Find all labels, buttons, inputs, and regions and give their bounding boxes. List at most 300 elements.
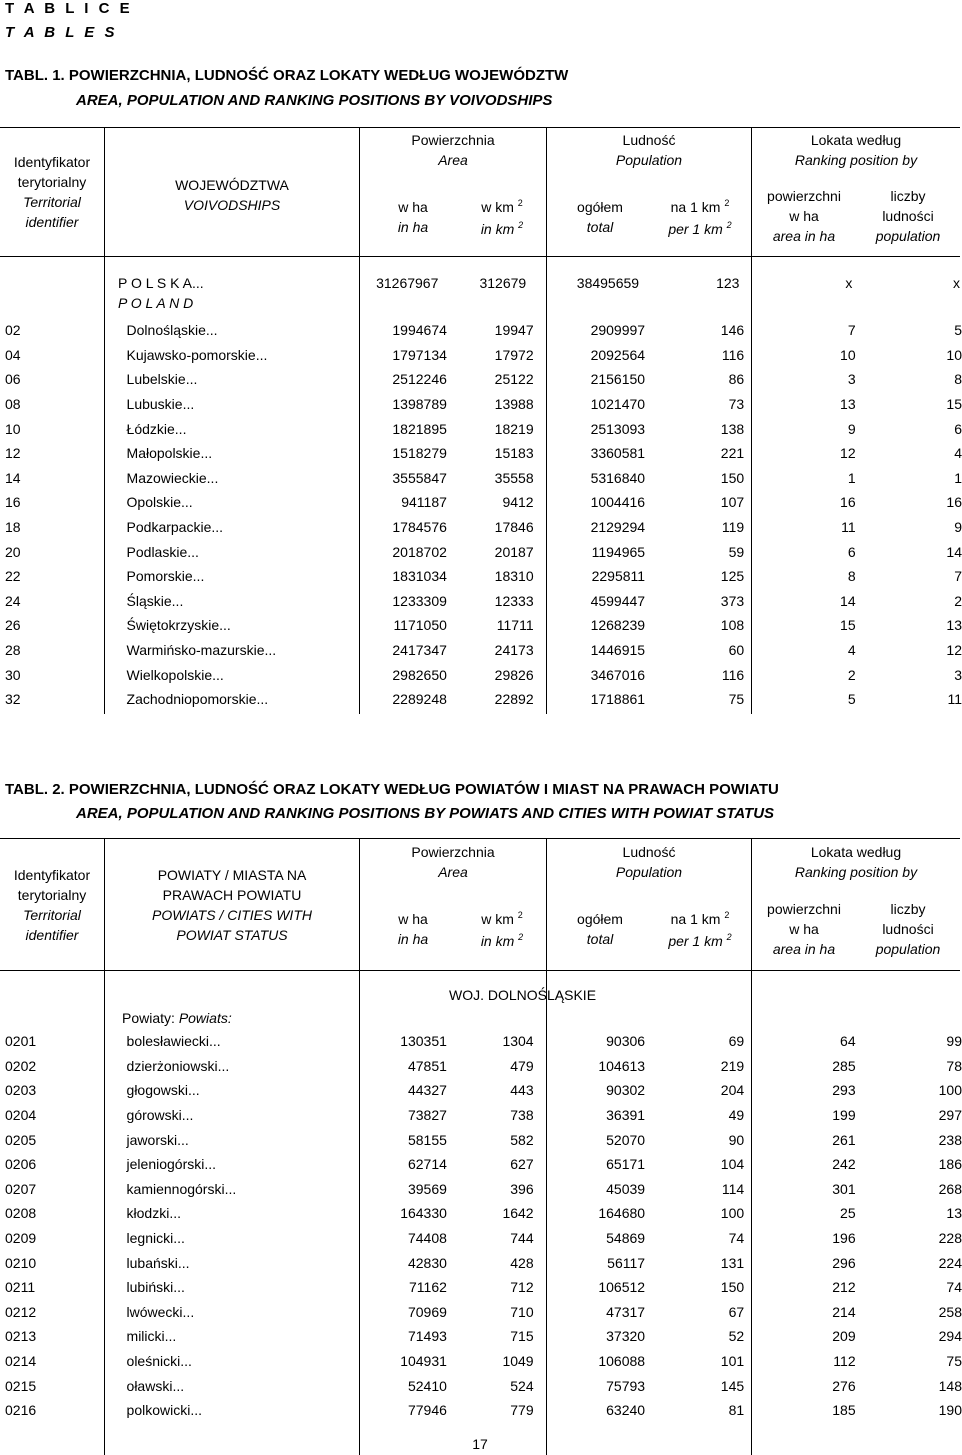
area-km2: 396 [510,1180,534,1197]
territorial-id: 22 [5,568,21,585]
density-per-km2: 116 [721,346,745,363]
area-km2: 582 [510,1131,534,1148]
area-km2: 15183 [494,445,534,462]
ranking-group-header: Lokata według Ranking position by [794,844,918,880]
unit-name: jeleniogórski... [126,1156,217,1173]
unit-name: górowski... [126,1107,194,1124]
territorial-id: 30 [5,666,21,683]
population-group-header: Ludność Population [615,132,683,168]
area-km2: 25122 [494,371,534,388]
unit-name: oławski... [126,1377,185,1394]
area-km2: 524 [510,1377,534,1394]
area-km2: 35558 [494,469,534,486]
area-km2: 779 [510,1402,534,1419]
area-km2: 24173 [494,642,534,659]
rank-by-population: 99 [946,1033,962,1050]
territorial-id: 16 [5,494,21,511]
unit-name: lubański... [126,1254,190,1271]
density-per-km2: 69 [728,1033,745,1050]
rank-by-population: 16 [946,494,962,511]
rank-by-area: 7 [847,322,856,339]
area-km2: 17846 [494,519,534,536]
col-name-header: POWIATY / MIASTA NA PRAWACH POWIATU POWIATS / CITIES WITH POWIAT STATUS [152,867,312,943]
territorial-id: 0201 [5,1033,37,1050]
area-ha: 70969 [407,1303,447,1320]
voivodship-heading: WOJ. DOLNOŚLĄSKIE [449,987,597,1003]
rank-by-area: 293 [832,1082,856,1099]
table1-title: TABL. 1. POWIERZCHNIA, LUDNOŚĆ ORAZ LOKATY WEDŁUG WOJEWÓDZTW [5,67,569,84]
col-km2-header: w km $^2$ in km $^2$ [480,910,524,949]
area-ha: 71493 [407,1328,447,1345]
area-km2: 9412 [502,494,534,511]
unit-name: Warmińsko-mazurskie... [126,642,277,659]
area-ha: 74408 [407,1230,447,1247]
powiaty-subheading: Powiaty: Powiats: [122,1010,232,1026]
rank-by-population: 10 [946,346,962,363]
unit-name: kłodzki... [126,1205,181,1222]
population-total: 3467016 [590,666,646,683]
area-km2: 479 [510,1057,534,1074]
rank-by-area: 1 [847,469,856,486]
area-km2: 17972 [494,346,534,363]
poland-area-km2: 312679 [479,275,527,292]
rank-by-area: 9 [847,420,856,437]
rank-by-area: 14 [840,592,856,609]
rank-by-area: 2 [847,666,856,683]
poland-row-values [360,271,960,296]
population-total: 56117 [607,1254,646,1271]
population-total: 3360581 [590,445,646,462]
powiat-row [0,1029,962,1054]
voivodship-row [0,343,962,368]
col-total-header: ogółem total [577,199,623,235]
powiat-row [0,1201,962,1226]
unit-name: Świętokrzyskie... [126,617,231,634]
density-per-km2: 131 [720,1254,745,1271]
area-km2: 715 [510,1328,534,1345]
voivodship-row [0,490,962,515]
population-total: 36391 [606,1107,646,1124]
rank-by-area: 301 [832,1180,856,1197]
territorial-id: 26 [5,617,21,634]
voivodship-row [0,662,962,687]
population-total: 1021470 [590,396,646,413]
rank-by-population: 258 [938,1303,962,1320]
unit-name: oleśnicki... [126,1353,192,1370]
territorial-id: 0210 [5,1254,37,1271]
col-rank-area-header: powierzchni w ha area in ha [767,188,841,244]
voivodship-row [0,564,962,589]
rank-by-area: 112 [833,1353,856,1370]
population-total: 106088 [598,1353,646,1370]
poland-population: 38495659 [576,275,640,292]
rank-by-population: 13 [946,1205,962,1222]
table2-subtitle: AREA, POPULATION AND RANKING POSITIONS BY POWIATS AND CITIES WITH POWIAT STATUS [76,805,775,822]
unit-name: lubiński... [126,1279,185,1296]
density-per-km2: 49 [728,1107,745,1124]
rank-by-population: 11 [947,691,962,708]
density-per-km2: 73 [728,396,745,413]
powiat-row [0,1250,962,1275]
col-ha-header: w ha in ha [397,199,429,235]
territorial-id: 12 [5,445,21,462]
rank-by-population: 294 [938,1328,962,1345]
table2-header-rule [0,970,960,971]
rank-by-population: 8 [954,371,962,388]
density-per-km2: 67 [728,1303,745,1320]
voivodship-row [0,515,962,540]
territorial-id: 0207 [5,1180,37,1197]
rank-by-area: 12 [840,445,856,462]
rank-by-population: 224 [938,1254,962,1271]
area-ha: 47851 [407,1057,447,1074]
area-km2: 13988 [494,396,534,413]
density-per-km2: 116 [721,666,745,683]
voivodship-row [0,367,962,392]
area-ha: 39569 [407,1180,447,1197]
rank-by-area: 296 [832,1254,856,1271]
territorial-id: 24 [5,592,21,609]
area-group-header: Powierzchnia Area [411,132,495,168]
population-total: 63240 [606,1402,646,1419]
area-km2: 1049 [502,1353,534,1370]
rank-by-population: 9 [954,519,962,536]
powiat-row [0,1103,962,1128]
rank-by-population: 100 [938,1082,962,1099]
rank-by-population: 3 [954,666,962,683]
unit-name: kamiennogórski... [126,1180,237,1197]
unit-name: Zachodniopomorskie... [126,691,269,708]
rank-by-population: 268 [938,1180,962,1197]
unit-name: Małopolskie... [126,445,213,462]
density-per-km2: 373 [720,592,745,609]
voivodship-row [0,539,962,564]
powiat-row [0,1152,962,1177]
poland-rank-pop: x [953,275,960,292]
density-per-km2: 150 [720,469,745,486]
area-ha: 2982650 [392,666,447,683]
poland-density: 123 [716,275,740,292]
density-per-km2: 86 [728,371,745,388]
population-total: 1194965 [591,543,646,560]
rank-by-area: 261 [832,1131,856,1148]
density-per-km2: 204 [720,1082,745,1099]
area-km2: 19947 [494,322,534,339]
rank-by-area: 3 [847,371,856,388]
territorial-id: 32 [5,691,21,708]
voivodship-row [0,392,962,417]
area-ha: 52410 [407,1377,447,1394]
area-group-header: Powierzchnia Area [411,844,495,880]
population-total: 75793 [606,1377,646,1394]
rank-by-population: 297 [938,1107,962,1124]
powiat-row [0,1275,962,1300]
population-total: 65171 [606,1156,646,1173]
territorial-id: 0208 [5,1205,37,1222]
area-ha: 2417347 [392,642,447,659]
col-id-header: Identyfikator terytorialny Territorial identifier [13,154,91,230]
territorial-id: 0212 [5,1303,37,1320]
area-ha: 164330 [400,1205,447,1222]
area-ha: 77946 [407,1402,447,1419]
population-total: 2092564 [590,346,646,363]
density-per-km2: 104 [720,1156,745,1173]
territorial-id: 0202 [5,1057,37,1074]
area-ha: 104931 [400,1353,447,1370]
rank-by-area: 10 [840,346,856,363]
population-total: 2909997 [590,322,646,339]
table2-body [0,1029,962,1423]
population-total: 104613 [598,1057,646,1074]
rank-by-population: 190 [938,1402,962,1419]
population-total: 1004416 [590,494,646,511]
density-per-km2: 146 [720,322,745,339]
unit-name: Wielkopolskie... [126,666,224,683]
unit-name: Dolnośląskie... [126,322,218,339]
rank-by-area: 196 [832,1230,856,1247]
col-density-header: na 1 km $^2$ per 1 km $^2$ [668,198,732,237]
rank-by-population: 186 [938,1156,962,1173]
rank-by-area: 5 [847,691,856,708]
population-total: 52070 [606,1131,646,1148]
area-km2: 18219 [494,420,534,437]
population-total: 1718861 [590,691,646,708]
table1-header-rule [0,256,960,257]
territorial-id: 0203 [5,1082,37,1099]
population-total: 2295811 [591,568,646,585]
rank-by-population: 7 [954,568,962,585]
density-per-km2: 59 [728,543,745,560]
population-total: 90302 [606,1082,646,1099]
density-per-km2: 145 [720,1377,745,1394]
table2-top-rule [0,838,960,839]
population-total: 45039 [606,1180,646,1197]
density-per-km2: 138 [720,420,745,437]
voivodship-row [0,613,962,638]
unit-name: jaworski... [126,1131,189,1148]
powiat-row [0,1324,962,1349]
territorial-id: 08 [5,396,21,413]
unit-name: dzierżoniowski... [126,1057,230,1074]
area-km2: 712 [510,1279,534,1296]
area-km2: 710 [510,1303,534,1320]
territorial-id: 0209 [5,1230,37,1247]
powiat-row [0,1398,962,1423]
rank-by-population: 148 [938,1377,962,1394]
territorial-id: 06 [5,371,21,388]
unit-name: lwówecki... [126,1303,195,1320]
col-total-header: ogółem total [577,911,623,947]
population-total: 106512 [598,1279,646,1296]
rank-by-population: 1 [954,469,962,486]
density-per-km2: 150 [720,1279,745,1296]
population-group-header: Ludność Population [615,844,683,880]
rank-by-area: 15 [840,617,856,634]
territorial-id: 02 [5,322,21,339]
rank-by-area: 199 [832,1107,856,1124]
powiat-row [0,1078,962,1103]
territorial-id: 10 [5,420,21,437]
territorial-id: 04 [5,346,21,363]
population-total: 1268239 [590,617,646,634]
powiat-row [0,1349,962,1374]
unit-name: Lubelskie... [126,371,198,388]
population-total: 4599447 [590,592,646,609]
col-rank-pop-header: liczby ludności population [875,901,941,957]
powiat-row [0,1054,962,1079]
area-ha: 1797134 [392,346,447,363]
unit-name: Podkarpackie... [126,519,224,536]
area-ha: 73827 [407,1107,447,1124]
area-km2: 1304 [502,1033,534,1050]
area-ha: 1831034 [392,568,447,585]
territorial-id: 0213 [5,1328,37,1345]
poland-area-ha: 31267967 [376,275,439,292]
area-km2: 443 [510,1082,534,1099]
unit-name: Mazowieckie... [126,469,219,486]
area-ha: 941187 [401,494,447,511]
rank-by-area: 276 [832,1377,856,1394]
voivodship-row [0,318,962,343]
unit-name: Lubuskie... [126,396,195,413]
area-ha: 2289248 [392,691,447,708]
territorial-id: 18 [5,519,21,536]
rank-by-area: 4 [847,642,856,659]
population-total: 1446915 [590,642,646,659]
density-per-km2: 125 [720,568,745,585]
rank-by-population: 78 [946,1057,962,1074]
area-km2: 1642 [502,1205,534,1222]
area-ha: 1784576 [392,519,447,536]
col-name-header: WOJEWÓDZTWA VOIVODSHIPS [175,177,289,213]
rank-by-population: 2 [954,592,962,609]
rank-by-area: 64 [840,1033,856,1050]
rank-by-area: 185 [832,1402,856,1419]
density-per-km2: 74 [728,1230,745,1247]
territorial-id: 0214 [5,1353,37,1370]
area-km2: 22892 [494,691,534,708]
density-per-km2: 100 [720,1205,745,1222]
poland-row-name: P O L S K A... P O L A N D [118,275,204,311]
population-total: 47317 [606,1303,646,1320]
rank-by-area: 285 [832,1057,856,1074]
density-per-km2: 107 [720,494,745,511]
area-ha: 71162 [409,1279,447,1296]
area-ha: 3555847 [392,469,447,486]
powiat-row [0,1127,962,1152]
density-per-km2: 60 [728,642,745,659]
rank-by-population: 14 [946,543,962,560]
rank-by-population: 15 [946,396,962,413]
area-km2: 18310 [494,568,534,585]
area-ha: 44327 [407,1082,447,1099]
unit-name: bolesławiecki... [126,1033,221,1050]
voivodship-row [0,466,962,491]
rank-by-area: 242 [832,1156,856,1173]
rank-by-population: 75 [946,1353,962,1370]
rank-by-population: 13 [946,617,962,634]
col-ha-header: w ha in ha [397,911,429,947]
unit-name: Opolskie... [126,494,193,511]
voivodship-row [0,441,962,466]
rank-by-population: 12 [946,642,962,659]
unit-name: głogowski... [126,1082,200,1099]
poland-rank-area: x [845,275,853,292]
rank-by-population: 238 [938,1131,962,1148]
unit-name: Podlaskie... [126,543,199,560]
page-number: 17 [472,1436,488,1452]
territorial-id: 0215 [5,1377,37,1394]
area-ha: 1821895 [392,420,447,437]
population-total: 37320 [606,1328,646,1345]
table2-title: TABL. 2. POWIERZCHNIA, LUDNOŚĆ ORAZ LOKATY WEDŁUG POWIATÓW I MIAST NA PRAWACH POWIATU [5,781,779,798]
population-total: 90306 [606,1033,646,1050]
col-rank-area-header: powierzchni w ha area in ha [767,901,841,957]
population-total: 5316840 [590,469,646,486]
density-per-km2: 90 [728,1131,745,1148]
territorial-id: 0206 [5,1156,37,1173]
territorial-id: 0211 [5,1279,36,1296]
rank-by-area: 212 [832,1279,856,1296]
rank-by-population: 74 [946,1279,962,1296]
unit-name: polkowicki... [126,1402,203,1419]
area-ha: 62714 [407,1156,447,1173]
area-ha: 1994674 [392,322,447,339]
territorial-id: 14 [5,469,21,486]
rank-by-area: 11 [841,519,856,536]
density-per-km2: 101 [720,1353,745,1370]
powiat-row [0,1373,962,1398]
density-per-km2: 119 [721,519,745,536]
unit-name: milicki... [126,1328,177,1345]
density-per-km2: 75 [728,691,745,708]
density-per-km2: 52 [728,1328,745,1345]
area-ha: 58155 [407,1131,447,1148]
territorial-id: 20 [5,543,21,560]
rank-by-population: 228 [938,1230,962,1247]
voivodship-row [0,589,962,614]
table1-body [0,318,962,712]
territorial-id: 0204 [5,1107,37,1124]
territorial-id: 28 [5,642,21,659]
rank-by-area: 25 [840,1205,856,1222]
population-total: 54869 [606,1230,646,1247]
powiat-row [0,1177,962,1202]
area-km2: 11711 [496,617,534,634]
area-ha: 1171050 [393,617,447,634]
rank-by-area: 6 [847,543,856,560]
rank-by-area: 214 [832,1303,856,1320]
area-ha: 42830 [407,1254,447,1271]
density-per-km2: 219 [720,1057,745,1074]
area-ha: 2512246 [392,371,447,388]
area-ha: 1398789 [392,396,447,413]
unit-name: legnicki... [126,1230,185,1247]
table1-subtitle: AREA, POPULATION AND RANKING POSITIONS BY VOIVODSHIPS [76,92,553,109]
tables-heading-en: T A B L E S [5,24,118,41]
area-km2: 738 [510,1107,534,1124]
col-id-header: Identyfikator terytorialny Territorial identifier [13,867,91,943]
table1-top-rule [0,127,960,128]
rank-by-area: 16 [840,494,856,511]
voivodship-row [0,638,962,663]
area-ha: 130351 [400,1033,447,1050]
powiat-row [0,1300,962,1325]
col-rank-pop-header: liczby ludności population [875,188,941,244]
density-per-km2: 221 [720,445,745,462]
rank-by-population: 4 [954,445,962,462]
area-km2: 12333 [494,592,534,609]
